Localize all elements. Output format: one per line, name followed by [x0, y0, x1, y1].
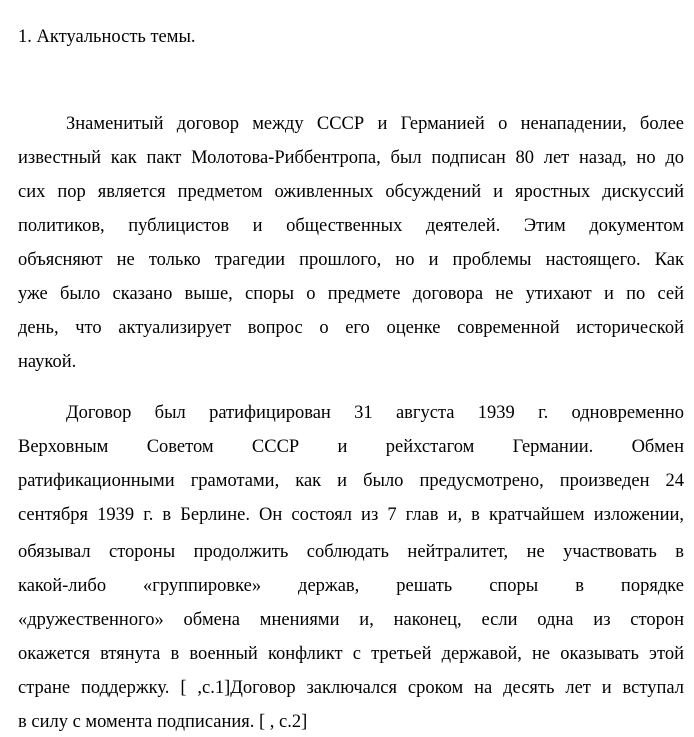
paragraph-line: какой-либо «группировке» держав, решать споры в порядке: [18, 576, 684, 596]
paragraph-line: ратификационными грамотами, как и было предусмотрено, произведен 24: [18, 471, 684, 491]
paragraph-line: сих пор является предметом оживленных обсуждений и яростных дискуссий: [18, 182, 684, 202]
paragraph-line: Знаменитый договор между СССР и Германией о ненападении, более: [66, 114, 684, 134]
paragraph-line: политиков, публицистов и общественных деятелей. Этим документом: [18, 216, 684, 236]
paragraph-line: день, что актуализирует вопрос о его оценке современной исторической: [18, 318, 684, 338]
paragraph-line: стране поддержку. [ ,с.1]Договор заключался сроком на десять лет и вступал: [18, 678, 684, 698]
paragraph-line: сентября 1939 г. в Берлине. Он состоял из 7 глав и, в кратчайшем изложении,: [18, 505, 684, 525]
paragraph-line: наукой.: [18, 352, 77, 372]
paragraph-line: уже было сказано выше, споры о предмете договора не утихают и по сей: [18, 284, 684, 304]
paragraph-line: объясняют не только трагедии прошлого, но и проблемы настоящего. Как: [18, 250, 684, 270]
section-heading: 1. Актуальность темы.: [18, 27, 196, 47]
paragraph-line: в силу с момента подписания. [ , с.2]: [18, 712, 308, 732]
paragraph-line: «дружественного» обмена мнениями и, наконец, если одна из сторон: [18, 610, 684, 630]
paragraph-line: окажется втянута в военный конфликт с третьей державой, не оказывать этой: [18, 644, 684, 664]
paragraph-line: Договор был ратифицирован 31 августа 1939 г. одновременно: [66, 403, 684, 423]
paragraph-line: Верховным Советом СССР и рейхстагом Германии. Обмен: [18, 437, 684, 457]
paragraph-line: известный как пакт Молотова-Риббентропа, был подписан 80 лет назад, но до: [18, 148, 684, 168]
paragraph-line: обязывал стороны продолжить соблюдать нейтралитет, не участвовать в: [18, 542, 684, 562]
